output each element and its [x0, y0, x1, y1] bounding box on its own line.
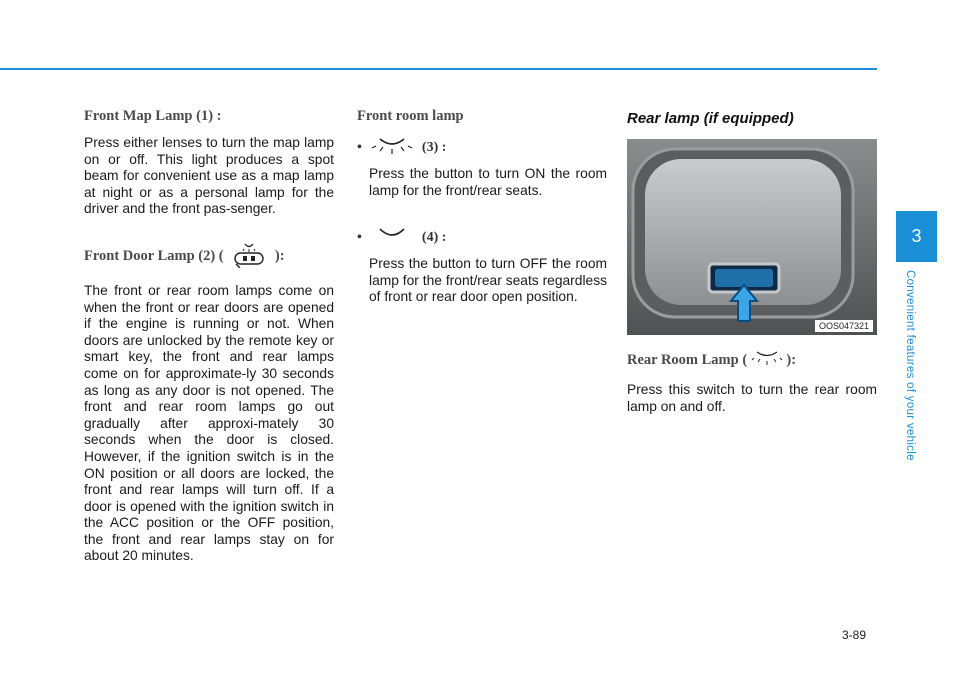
- room-lamp-on-label: (3) :: [421, 139, 447, 155]
- room-lamp-off-item: • (4) :: [357, 225, 607, 250]
- door-heading-post: ):: [274, 247, 285, 264]
- chapter-tab: 3: [896, 211, 937, 262]
- rear-lamp-heading: Rear lamp (if equipped): [627, 110, 794, 127]
- door-heading-pre: Front Door Lamp (2) (: [84, 247, 224, 264]
- front-room-lamp-heading: Front room lamp: [357, 108, 464, 124]
- room-lamp-off-label: (4) :: [421, 229, 447, 245]
- door-lamp-icon: [227, 240, 271, 273]
- rear-heading-post: ):: [786, 351, 797, 368]
- room-lamp-on-item: • (3) :: [357, 135, 607, 160]
- room-lamp-off-text: Press the button to turn OFF the room lamp for the front/rear seats regardless of front or rear door open position.: [369, 256, 607, 305]
- rear-room-lamp-text: Press this switch to turn the rear room lamp on and off.: [627, 382, 877, 414]
- rear-room-lamp-heading: [627, 349, 877, 372]
- column-front-room-lamp: [357, 108, 607, 306]
- rear-lamp-photo: [627, 139, 877, 335]
- photo-caption: OOS047321: [815, 320, 873, 332]
- room-lamp-on-text: Press the button to turn ON the room lamp for the front/rear seats.: [369, 166, 607, 198]
- chapter-title: Convenient features of your vehicle: [904, 270, 916, 461]
- lamp-off-icon: [368, 225, 416, 250]
- map-lamp-text: Press either lenses to turn the map lamp on or off. This light produces a spot beam for convenient use as a map lamp at night or as a personal lamp for the driver and the front pas-senger.: [84, 135, 334, 217]
- rear-heading-pre: Rear Room Lamp (: [627, 351, 748, 368]
- lamp-on-icon: [368, 135, 416, 160]
- header-rule: [0, 68, 877, 70]
- map-lamp-heading: Front Map Lamp (1) :: [84, 108, 222, 124]
- column-front-lamps: [84, 108, 334, 565]
- column-rear-lamp: [627, 108, 877, 415]
- door-lamp-heading: [84, 240, 334, 273]
- door-lamp-text: The front or rear room lamps come on when the front or rear doors are opened if the engine is running or not. When doors are unlocked by the remote key or smart key, the front and rear lamps come on for approximate-ly 30 seconds as long as any door is not opened. The front and rear room lamps go out gradually after approxi-mately 30 seconds when the door is closed. However, if the ignition switch is in the ON position or all doors are locked, the front and rear lamps will turn off. If a door is opened with the ignition switch in the ACC position or the OFF position, the front and rear lamps stay on for about 20 minutes.: [84, 282, 334, 564]
- rear-lamp-icon: [751, 349, 783, 372]
- page-number: 3-89: [842, 628, 867, 642]
